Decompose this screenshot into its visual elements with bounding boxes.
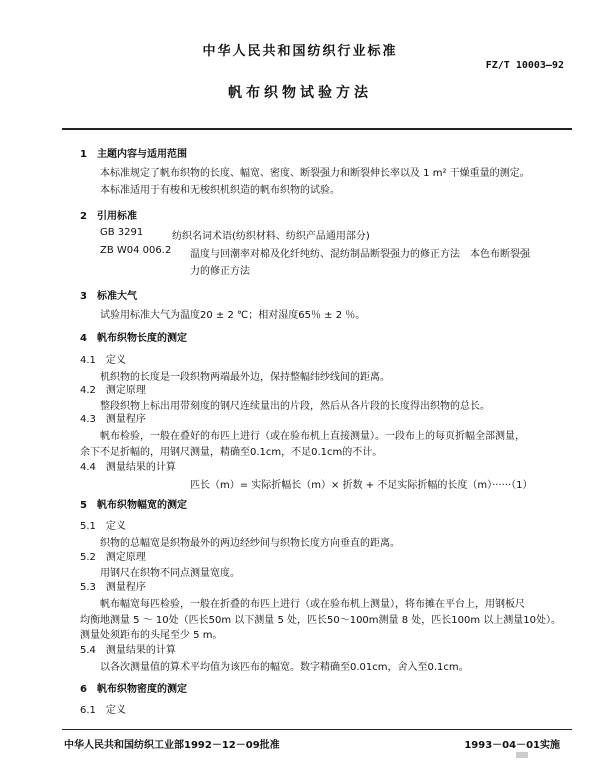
section-4-3-paragraph-line-2: 余下不足折幅的，用钢尺测量，精确至0.1cm，不足0.1cm的不计。 [80,447,383,458]
section-4-2-heading: 4.2 测定原理 [80,385,146,396]
formula-1: 匹长（m）= 实际折幅长（m）× 折数 + 不足实际折幅的长度（m）······（1） [190,480,533,491]
section-5-1-heading: 5.1 定义 [80,521,126,532]
section-4-2-paragraph: 整段织物上标出用带刻度的钢尺连续量出的片段，然后从各片段的长度得出织物的总长。 [100,401,490,412]
section-4-heading: 4 帆布织物长度的测定 [80,333,187,344]
reference-1-title: 纺织名词术语(纺织材料、纺织产品通用部分) [172,231,370,242]
reference-2-title-line-2: 力的修正方法 [190,266,250,277]
standard-org-header: 中华人民共和国纺织行业标准 [202,44,398,59]
section-5-3-paragraph-line-3: 测量处须距布的头尾至少 5 m。 [80,630,223,641]
section-4-4-heading: 4.4 测量结果的计算 [80,462,176,473]
section-1-paragraph-1: 本标准规定了帆布织物的长度、幅宽、密度、断裂强力和断裂伸长率以及 1 m² 干燥重量的测定。 [100,168,530,179]
section-5-3-paragraph-line-2: 均衡地测量 5 ～ 10处（匹长50m 以下测量 5 处，匹长50～100m测量 8 处，匹长100m 以上测量10处）。 [80,615,561,626]
standard-code: FZ/T 10003—92 [485,60,564,71]
reference-2-code: ZB W04 006.2 [100,245,172,256]
section-3-paragraph: 试验用标准大气为温度20 ± 2 ℃；相对湿度65％ ± 2 ％。 [100,310,366,321]
section-4-3-paragraph-line-1: 帆布检验，一般在叠好的布匹上进行（或在验布机上直接测量）。一段布上的每页折幅全部测量， [100,431,525,442]
section-5-3-heading: 5.3 测量程序 [80,582,146,593]
section-5-2-paragraph: 用钢尺在织物不同点测量宽度。 [100,568,240,579]
section-4-1-heading: 4.1 定义 [80,355,126,366]
reference-1-code: GB 3291 [100,227,144,238]
section-5-2-heading: 5.2 测定原理 [80,552,146,563]
footer-rule [62,729,572,730]
section-4-1-paragraph: 机织物的长度是一段织物两端最外边，保持整幅纬纱线间的距离。 [100,372,390,383]
section-5-3-paragraph-line-1: 帆布幅宽每匹检验，一般在折叠的布匹上进行（或在验布机上测量），将布摊在平台上，用钢板尺 [100,599,525,610]
section-2-heading: 2 引用标准 [80,211,137,222]
section-5-heading: 5 帆布织物幅宽的测定 [80,500,187,511]
section-1-paragraph-2: 本标准适用于有梭和无梭织机织造的帆布织物的试验。 [100,185,340,196]
section-5-4-heading: 5.4 测量结果的计算 [80,645,176,656]
document-title: 帆布织物试验方法 [228,85,372,101]
section-6-1-heading: 6.1 定义 [80,705,126,716]
approval-line: 中华人民共和国纺织工业部1992－12－09批准 [64,740,280,751]
section-6-heading: 6 帆布织物密度的测定 [80,684,187,695]
section-1-heading: 1 主题内容与适用范围 [80,149,187,160]
section-3-heading: 3 标准大气 [80,291,137,302]
reference-2-title-line-1: 温度与回潮率对棉及化纤纯纺、混纺制品断裂强力的修正方法 本色布断裂强 [190,249,530,260]
implementation-date: 1993－04－01实施 [464,740,560,751]
title-rule [62,128,572,130]
section-5-1-paragraph: 织物的总幅宽是织物最外的两边经纱间与织物长度方向垂直的距离。 [100,538,400,549]
section-5-4-paragraph: 以各次测量值的算术平均值为该匹布的幅宽。数字精确至0.01cm，舍入至0.1cm。 [100,662,469,673]
section-4-3-heading: 4.3 测量程序 [80,414,146,425]
scan-smudge [516,752,528,758]
